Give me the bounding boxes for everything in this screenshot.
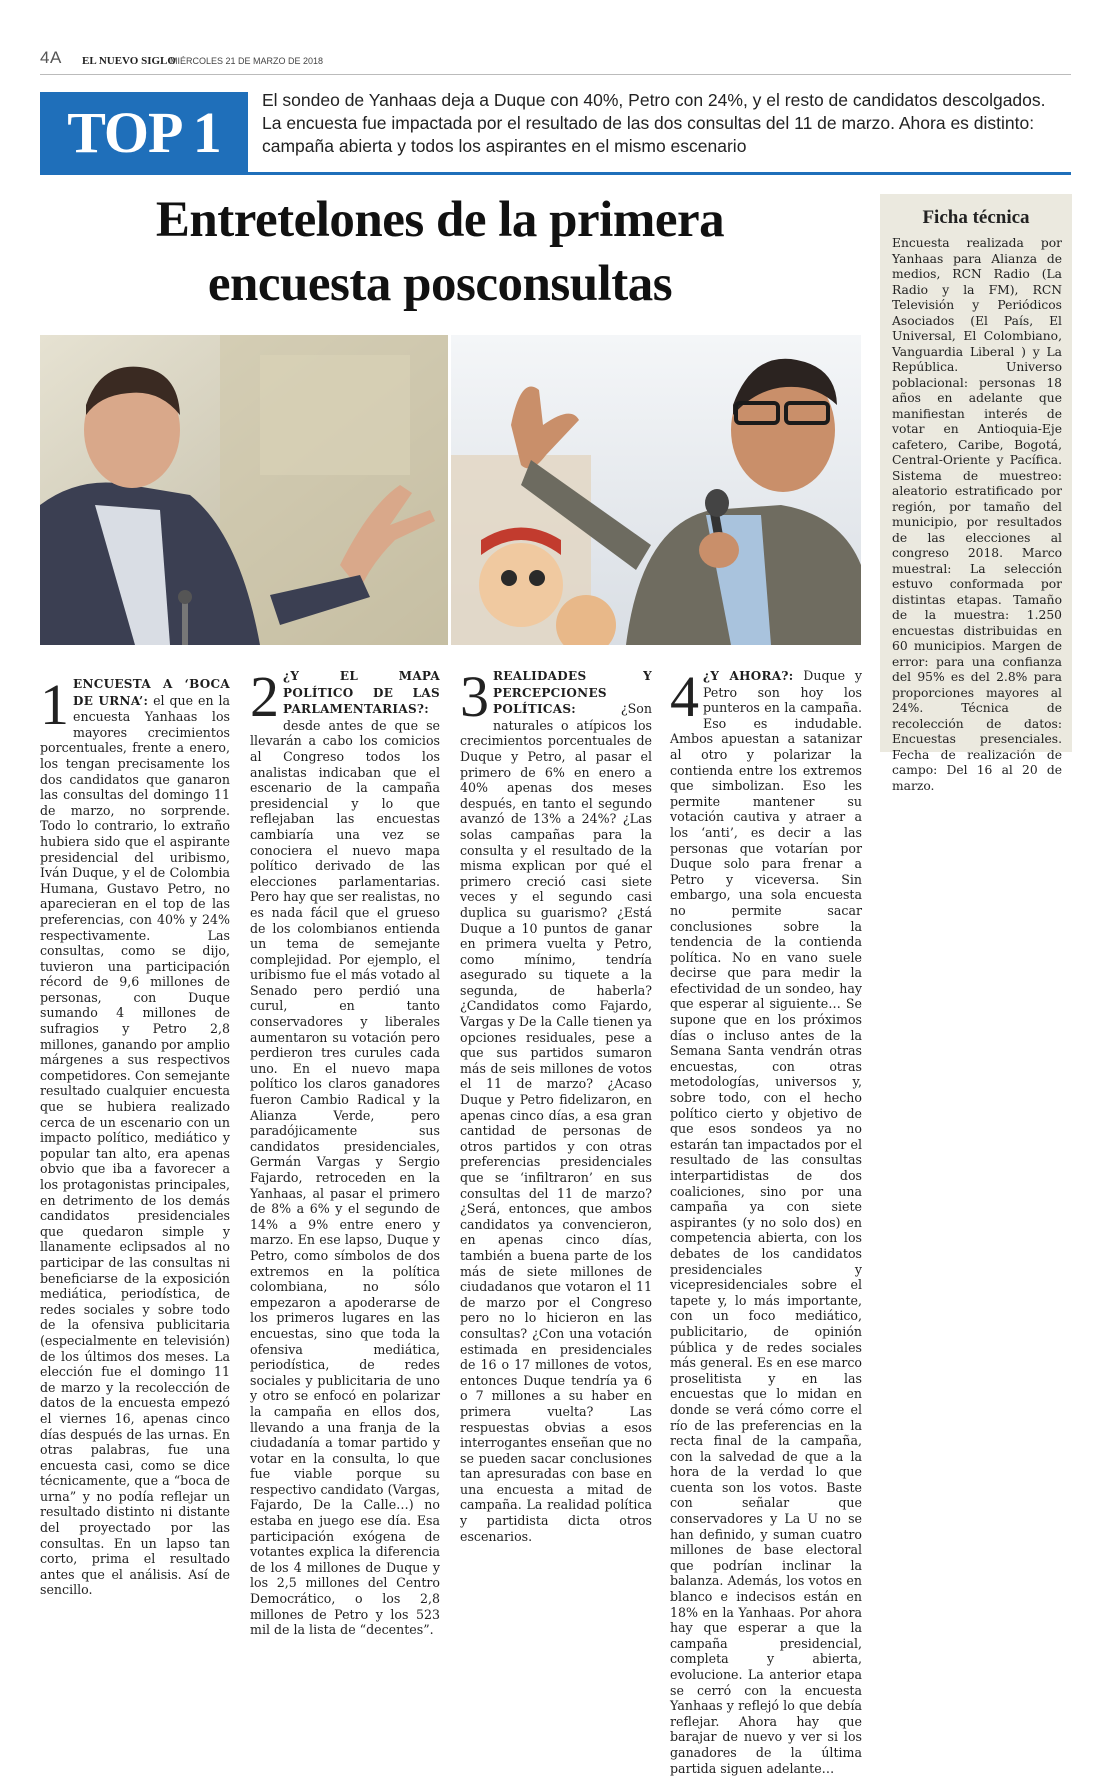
section-3 <box>460 664 652 1544</box>
section-2-heading: ¿Y EL MAPA POLÍTICO DE LAS PARLAMENTARIAS?: <box>283 669 440 717</box>
photo-petro <box>451 335 861 645</box>
headline <box>40 188 840 316</box>
photo-duque-illustration <box>40 335 448 645</box>
article-column-3 <box>460 664 652 1544</box>
section-1-number: 1 <box>40 672 69 737</box>
section-2-number: 2 <box>250 664 279 729</box>
section-2-text: desde antes de que se llevarán a cabo los comicios al Congreso todos los analistas indicaban que el escenario de la campaña presidencial y lo que reflejaban las encuestas cambiaría una vez se conociera el nuevo mapa político derivado de las elecciones parlamentarias. Pero hay que ser realistas, no es nada fácil que el grueso de los colombianos entienda un tema de semejante complejidad. Por ejemplo, el uribismo fue el más votado al Senado pero perdió una curul, en tanto conservadores y liberales aumentaron su votación pero perdieron tres curules cada uno. En el nuevo mapa político los claros ganadores fueron Cambio Radical y la Alianza Verde, pero paradójicamente sus candidatos presidenciales, Germán Vargas y Sergio Fajardo, retroceden en la Yanhaas, al pasar el primero de 8% a 6% y el segundo de 14% a 9% entre enero y marzo. En ese lapso, Duque y Petro, como símbolos de dos extremos en la política colombiana, no sólo empezaron a apoderarse de los primeros lugares en las encuestas, sino que toda la ofensiva mediática, periodística, de redes sociales y publicitaria de uno y otro se enfocó en polarizar la campaña en ellos dos, llevando a una franja de la ciudadanía a tomar partido y votar en la consulta, lo que fue viable porque su respectivo candidato (Vargas, Fajardo, De la Calle…) no estaba en juego ese día. Esa participación exógena de votantes explica la diferencia de los 4 millones de Duque y los 2,5 millones del Centro Democrático, o los 2,8 millones de Petro y los 523 mil de la lista de “decentes”. <box>250 717 440 1638</box>
section-4 <box>670 664 862 1776</box>
section-badge: TOP 1 <box>40 92 248 172</box>
article-column-1 <box>40 672 230 1598</box>
article-column-2 <box>250 664 440 1638</box>
header-divider <box>40 74 1071 75</box>
section-1 <box>40 672 230 1598</box>
lead-summary: El sondeo de Yanhaas deja a Duque con 40%, Petro con 24%, y el resto de candidatos descolgados. La encuesta fue impactada por el resultado de las dos consultas del 11 de marzo. Ahora es distinto: campaña abierta y todos los aspirantes en el mismo escenario <box>262 90 1046 156</box>
article-column-4 <box>670 664 862 1776</box>
photo-duque <box>40 335 448 645</box>
page-number: 4A <box>40 48 62 67</box>
headline-line-2: encuesta posconsultas <box>207 256 673 312</box>
section-1-text: el que en la encuesta Yanhaas los mayores crecimientos porcentuales, frente a enero, los tengan precisamente los dos candidatos que ganaron las consultas del domingo 11 de marzo, no sorprende. Todo lo contrario, lo extraño hubiera sido que el aspirante presidencial del uribismo, Iván Duque, y el de Colombia Humana, Gustavo Petro, no aparecieran en el top de las preferencias, con 40% y 24% respectivamente. Las consultas, como se dijo, tuvieron una participación récord de 9,6 millones de personas, con Duque sumando 4 millones de sufragios y Petro 2,8 millones, ganando por amplio márgenes a sus respectivos competidores. Con semejante resultado cualquier encuesta que se hubiera realizado cerca de un escenario con un impacto político, mediático y popular tan alto, era apenas obvio que iba a favorecer a los protagonistas principales, en detrimento de los demás candidatos presidenciales que quedaron simple y llanamente eclipsados al no participar de las consultas ni beneficiarse de la exposición mediática, periodística, de redes sociales y sobre todo de la ofensiva publicitaria (especialmente en televisión) de los últimos dos meses. La elección fue el domingo 11 de marzo y la recolección de datos de la encuesta empezó el viernes 16, apenas cinco días después de las urnas. En otras palabras, fue una encuesta casi, como se dice técnicamente, que a “boca de urna” y no podía reflejar un resultado distinto ni distante del proyectado por las consultas. En un lapso tan corto, prima el resultado antes que el análisis. Así de sencillo. <box>40 692 230 1598</box>
section-1-heading: ENCUESTA A ‘BOCA DE URNA’: <box>73 677 230 708</box>
newspaper-name: EL NUEVO SIGLO <box>82 55 176 67</box>
section-4-heading: ¿Y AHORA?: <box>703 669 794 683</box>
technical-sheet-title: Ficha técnica <box>922 207 1030 228</box>
section-rule <box>40 172 1071 175</box>
headline-line-1: Entretelones de la primera <box>155 192 725 248</box>
section-3-text: ¿Son naturales o atípicos los crecimientos porcentuales de Duque y Petro, al pasar el primero de 6% en enero a 40% apenas dos meses después, en tanto el segundo avanzó de 13% a 24%? ¿Las solas campañas para la consulta y el resultado de la misma explican por qué el primero creció casi siete veces y el segundo casi duplica su guarismo? ¿Está Duque a 10 puntos de ganar en primera vuelta y Petro, como mínimo, tendría asegurado su tiquete a la segunda, de haberla? ¿Candidatos como Fajardo, Vargas y De la Calle tienen ya opciones residuales, pese a que sus partidos sumaron más de seis millones de votos el 11 de marzo? ¿Acaso Duque y Petro fidelizaron, en apenas cinco días, a esa gran cantidad de personas de otros partidos y con otras preferencias presidenciales que se ‘infiltraron’ en sus consultas del 11 de marzo? ¿Será, entonces, que ambos candidatos ya convencieron, en apenas cinco días, también a buena parte de los más de siete millones de ciudadanos que votaron el 11 de marzo por el Congreso pero no lo hicieron en las consultas? ¿Con una votación estimada en presidenciales de 16 o 17 millones de votos, entonces Duque tendría ya 6 o 7 millones a su haber en primera vuelta? Las respuestas obvias a esos interrogantes enseñan que no se pueden sacar conclusiones tan apresuradas con base en una encuesta a mitad de campaña. La realidad política y partidista dicta otros escenarios. <box>460 701 652 1544</box>
section-3-number: 3 <box>460 664 489 729</box>
technical-sheet-body: Encuesta realizada por Yanhaas para Alianza de medios, RCN Radio (La Radio y la FM), RCN Televisión y Periódicos Asociados (El País, El Universal, El Colombiano, Vanguardia Liberal ) y La República. Universo poblacional: personas 18 años en adelante que manifiestan interés de votar en Antioquia-Eje cafetero, Caribe, Bogotá, Central-Oriente y Pacífica. Sistema de muestreo: aleatorio estratificado por región, por tamaño del municipio, por resultados de las elecciones al congreso 2018. Marco muestral: La selección estuvo conformada por distintas etapas. Tamaño de la muestra: 1.250 encuestas distribuidas en 60 municipios. Margen de error: para una confianza del 95% es del 2.8% para proporciones mayores al 24%. Técnica de recolección de datos: Encuestas presenciales. Fecha de realización de campo: Del 16 al 20 de marzo. <box>892 236 1062 793</box>
section-4-number: 4 <box>670 664 699 729</box>
section-4-text: Duque y Petro son hoy los punteros en la campaña. Eso es indudable. Ambos apuestan a satanizar al otro y polarizar la contienda entre los extremos que simbolizan. Eso les permite mantener su votación cautiva y atraer a los ‘anti’, es decir a las personas que votarían por Duque solo para frenar a Petro y viceversa. Sin embargo, una sola encuesta no permite sacar conclusiones sobre la tendencia de la contienda política. No en vano suele decirse que para medir la efectividad de un sondeo, hay que esperar al siguiente… Se supone que en los próximos días o incluso antes de la Semana Santa vendrán otras encuestas, con otras metodologías, universos y, sobre todo, con el hecho político cierto y objetivo de que esos sondeos ya no estarán tan impactados por el resultado de las consultas interpartidistas de dos coaliciones, sino por una campaña ya con siete aspirantes (y no solo dos) en competencia abierta, con los debates de los candidatos presidenciales y vicepresidenciales sobre el tapete y, lo más importante, con un foco mediático, publicitario, de opinión pública y de redes sociales más general. Es en ese marco proselitista y en las encuestas que lo midan en donde se verá cómo corre el río de las preferencias en la recta final de la campaña, con la salvedad de que a la hora de la verdad lo que cuenta son los votos. Baste con señalar que conservadores y La U no se han definido, y suman cuatro millones de base electoral que podrían inclinar la balanza. Además, los votos en blanco e indecisos están en 18% en la Yanhaas. Por ahora hay que esperar a que la campaña presidencial, completa y abierta, evolucione. La anterior etapa se cerró con la encuesta Yanhaas y reflejó lo que debía reflejar. Ahora hay que barajar de nuevo y ver si los ganadores de la última partida siguen adelante… <box>670 668 862 1776</box>
photo-petro-illustration <box>451 335 861 645</box>
issue-date: MIÉRCOLES 21 DE MARZO DE 2018 <box>170 56 324 66</box>
section-2 <box>250 664 440 1638</box>
section-3-heading: REALIDADES Y PERCEPCIONES POLÍTICAS: <box>493 669 652 717</box>
